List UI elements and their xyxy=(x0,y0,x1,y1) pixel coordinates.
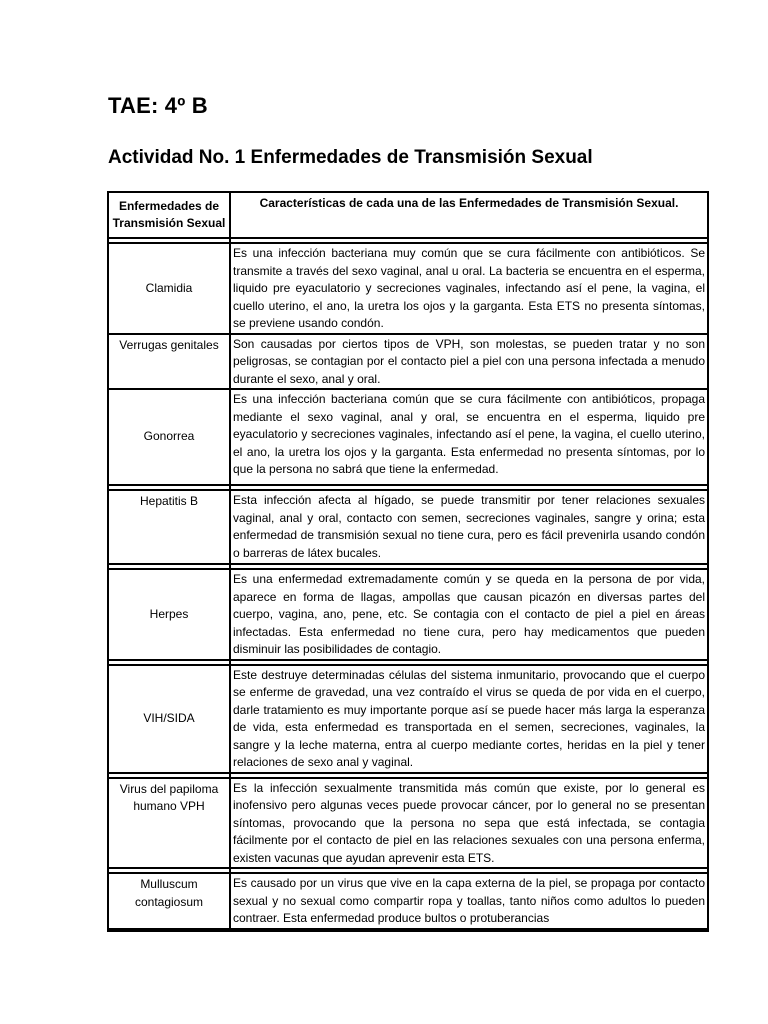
disease-description: Es una enfermedad extremadamente común y se queda en la persona de por vida, aparece en forma de llagas, ampollas que causan picazón en diversas partes del cuerpo, vagina, ano, pene, etc. Se contagia con el contacto de piel a piel en áreas infectadas. Esta enfermedad no tiene cura, pero hay medicamentos que pueden disminuir las posibilidades de contagio. xyxy=(231,570,707,661)
disease-name: Mulluscum contagiosum xyxy=(109,874,231,930)
activity-title: Actividad No. 1 Enfermedades de Transmisión Sexual xyxy=(108,147,593,168)
disease-description: Es una infección bacteriana muy común que se cura fácilmente con antibióticos. Se transmite a través del sexo vaginal, anal u oral. La bacteria se encuentra en el esperma, liquido pre eyaculatorio y secreciones vaginales, infectando así el pene, la vagina, el cuello uterino, el ano, la uretra los ojos y la garganta. Esta ETS no presenta síntomas, se previene usando condón. xyxy=(231,244,707,335)
disease-description: Es la infección sexualmente transmitida más común que existe, por lo general es inofensivo pero algunas veces puede provocar cáncer, por lo general no se presentan síntomas, provocando que la persona no sepa que está infectada, se contagia fácilmente por el contacto de piel en las relaciones sexuales con una persona enferma, existen vacunas que ayudan aprevenir esta ETS. xyxy=(231,779,707,870)
table-row xyxy=(109,335,707,391)
page-heading: TAE: 4º B xyxy=(108,93,208,118)
table-row xyxy=(109,874,707,930)
disease-description: Esta infección afecta al hígado, se puede transmitir por tener relaciones sexuales vaginal, anal y oral, contacto con semen, secreciones vaginales, sangre y orina; esta enfermedad de transmisión sexual no tiene cura, pero es fácil prevenirla usando condón o barreras de látex bucales. xyxy=(231,491,707,565)
table-row xyxy=(109,390,707,486)
col-header-disease: Enfermedades de Transmisión Sexual xyxy=(109,193,231,239)
table-row xyxy=(109,779,707,870)
disease-name: Verrugas genitales xyxy=(109,335,231,391)
disease-name: Clamidia xyxy=(109,244,231,335)
disease-name: Herpes xyxy=(109,570,231,661)
col-header-characteristics: Características de cada una de las Enfermedades de Transmisión Sexual. xyxy=(231,193,707,239)
disease-description: Este destruye determinadas células del sistema inmunitario, provocando que el cuerpo se enferme de gravedad, una vez contraído el virus se queda de por vida en el cuerpo, darle tratamiento es muy importante porque así se puede hacer más larga la esperanza de vida, esta enfermedad es transportada en el semen, secreciones, vaginales, la sangre y la leche materna, entra al cuerpo mediante cortes, heridas en la piel y tener relaciones de sexo anal y vaginal. xyxy=(231,666,707,774)
disease-description: Son causadas por ciertos tipos de VPH, son molestas, se pueden tratar y no son peligrosas, se contagian por el contacto piel a piel con una persona infectada a menudo durante el sexo, anal y oral. xyxy=(231,335,707,391)
disease-name: Gonorrea xyxy=(109,390,231,486)
disease-name: Hepatitis B xyxy=(109,491,231,565)
table-header-row xyxy=(109,193,707,239)
disease-name: Virus del papiloma humano VPH xyxy=(109,779,231,870)
disease-name: VIH/SIDA xyxy=(109,666,231,774)
table-row xyxy=(109,570,707,661)
table-row xyxy=(109,244,707,335)
disease-description: Es una infección bacteriana común que se cura fácilmente con antibióticos, propaga mediante el sexo vaginal, anal y oral, se encuentra en el esperma, liquido pre eyaculatorio y secreciones vaginales, infectando así el pene, la vagina, el cuello uterino, el ano, la uretra los ojos y la garganta. Esta enfermedad no presenta síntomas, por lo que la persona no sabrá que tiene la enfermedad. xyxy=(231,390,707,486)
std-table xyxy=(107,191,709,932)
table-row xyxy=(109,491,707,565)
disease-description: Es causado por un virus que vive en la capa externa de la piel, se propaga por contacto sexual y no sexual como compartir ropa y toallas, tanto niños como adultos lo pueden contraer. Esta enfermedad produce bultos o protuberancias xyxy=(231,874,707,930)
table-row xyxy=(109,666,707,774)
